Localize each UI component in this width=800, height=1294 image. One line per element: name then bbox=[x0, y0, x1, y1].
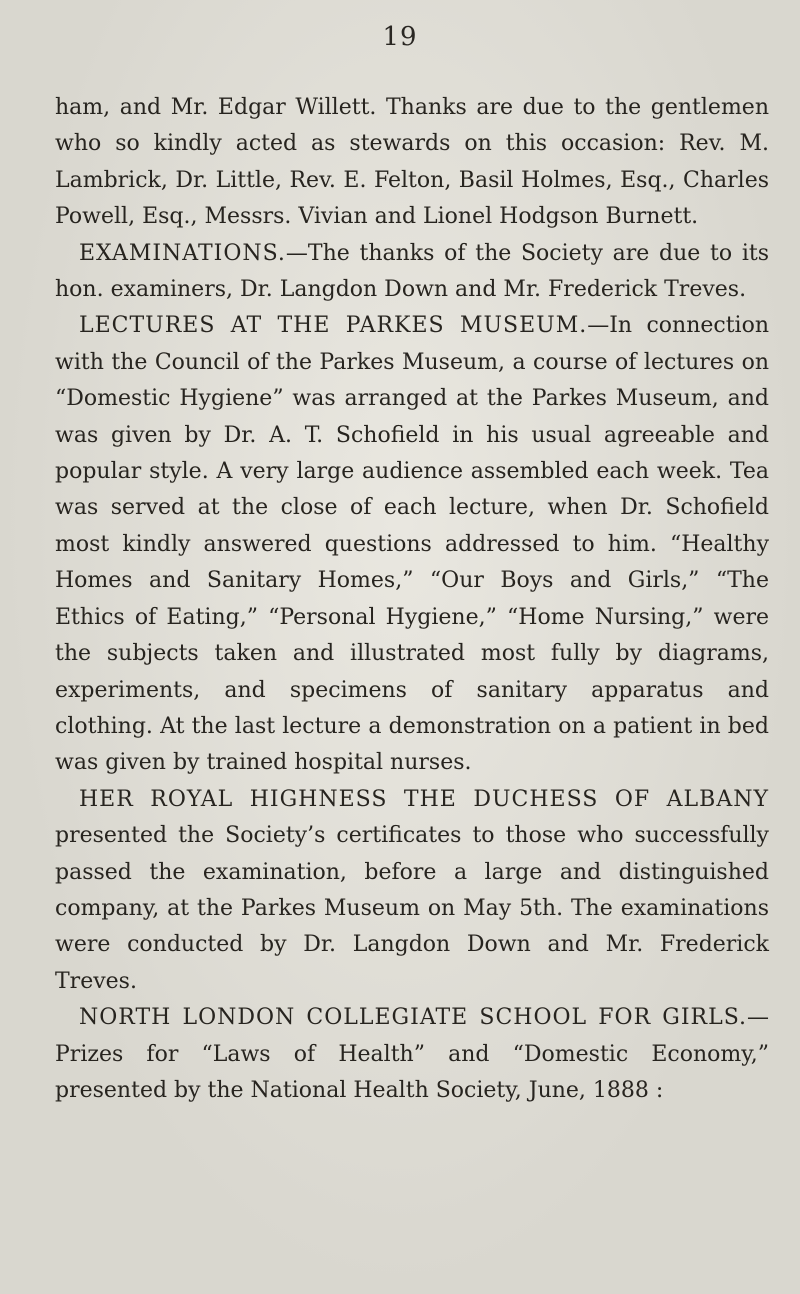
section-heading: EXAMINATIONS. bbox=[79, 240, 286, 266]
section-heading: NORTH LONDON COLLEGIATE SCHOOL FOR GIRLS. bbox=[79, 1005, 747, 1031]
section-heading: LECTURES AT THE PARKES MUSEUM. bbox=[79, 313, 588, 339]
paragraph-text: ham, and Mr. Edgar Willett. Thanks are due to the gentlemen who so kindly acted as stewards on this occasion: Rev. M. Lambrick, Dr. Little, Rev. E. Felton, Basil Holmes, Esq., Charles Powell, Esq., Messrs. Vivian and Lionel Hodgson Burnett. bbox=[55, 95, 769, 230]
paragraph-stewards bbox=[55, 90, 769, 236]
paragraph-school bbox=[55, 1000, 769, 1109]
paragraph-text: —Prizes for “Laws of Health” and “Domestic Economy,” presented by the National Health Society, June, 1888 : bbox=[55, 1005, 769, 1103]
paragraph-examinations bbox=[55, 236, 769, 309]
paragraph-text: —The thanks of the Society are due to its hon. examiners, Dr. Langdon Down and Mr. Frederick Treves. bbox=[55, 240, 769, 303]
section-heading: HER ROYAL HIGHNESS THE DUCHESS OF ALBANY bbox=[79, 786, 769, 812]
page-number: 19 bbox=[382, 22, 418, 52]
paragraph-lectures bbox=[55, 308, 769, 781]
paragraph-duchess bbox=[55, 782, 769, 1000]
paragraph-text: presented the Society’s certificates to those who successfully passed the examination, before a large and distinguished company, at the Parkes Museum on May 5th. The examinations were conducted by Dr. Langdon Down and Mr. Frederick Treves. bbox=[55, 823, 769, 994]
body-text bbox=[55, 90, 769, 1109]
paragraph-text: —In connection with the Council of the Parkes Museum, a course of lectures on “Domestic Hygiene” was arranged at the Parkes Museum, and was given by Dr. A. T. Schofield in his usual agreeable and popular style. A very large audience assembled each week. Tea was served at the close of each lecture, when Dr. Schofield most kindly answered questions addressed to him. “Healthy Homes and Sanitary Homes,” “Our Boys and Girls,” “The Ethics of Eating,” “Personal Hygiene,” “Home Nursing,” were the subjects taken and illustrated most fully by diagrams, experiments, and specimens of sanitary apparatus and clothing. At the last lecture a demonstration on a patient in bed was given by trained hospital nurses. bbox=[55, 313, 769, 776]
